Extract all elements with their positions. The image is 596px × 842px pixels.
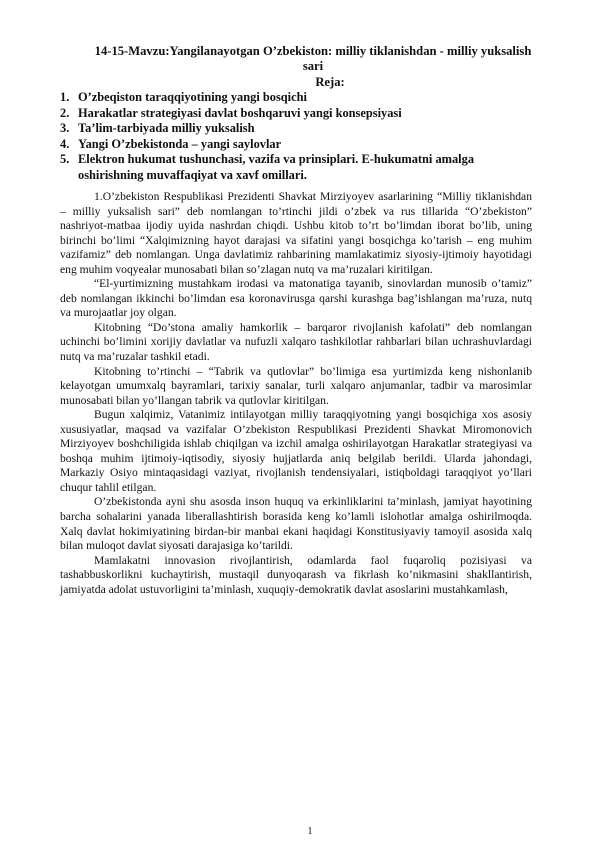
page-number: 1 xyxy=(307,826,313,837)
paragraph: Kitobning to’rtinchi – “Tabrik va qutlovlar” bo’limiga esa yurtimizda keng nishonlanib kelayotgan umumxalq bayramlari, tarixiy sanalar, turli xalqaro anjumanlar, tadbir va marosimlar munosabati bilan yo’llangan tabrik va qutlovlar kiritilgan. xyxy=(60,364,532,407)
plan-item-text: Yangi O’zbekistonda – yangi saylovlar xyxy=(78,136,282,151)
paragraph: Bugun xalqimiz, Vatanimiz intilayotgan milliy taraqqiyotning yangi bosqichiga xos asosiy xususiyatlar, maqsad va vazifalar O’zbekiston Respublikasi Prezidenti Shavkat Miromonovich Mirziyoyev boshchiligida ishlab chiqilgan va izchil amalga oshirilayotgan Harakatlar strategiyasi va boshqa muhim ijtimoiy-iqtisodiy, siyosiy hujjatlarda aniq belgilab berildi. Ularda jahondagi, Markaziy Osiyo mintaqasidagi vaziyat, rivojlanish tendensiyalari, istiqboldagi taraqqiyot yo’llari chuqur tahlil etilgan. xyxy=(60,408,532,494)
plan-item xyxy=(60,121,532,137)
plan-list xyxy=(60,90,532,183)
plan-heading: Reja: xyxy=(315,75,345,89)
plan-item xyxy=(60,90,532,106)
paragraph: Kitobning “Do’stona amaliy hamkorlik – barqaror rivojlanish kafolati” deb nomlangan uchinchi bo’limini xorijiy davlatlar va nufuzli xalqaro tashkilotlar rahbarlari bilan uchrashuvlardagi nutq va ma’ruzalar tashkil etadi. xyxy=(60,320,532,364)
plan-item xyxy=(60,137,532,153)
plan-item-number: 3. xyxy=(60,121,70,135)
plan-item-text: Harakatlar strategiyasi davlat boshqaruvi yangi konsepsiyasi xyxy=(78,105,402,120)
body-text xyxy=(60,190,532,597)
paragraph: Mamlakatni innovasion rivojlantirish, odamlarda faol fuqaroliq pozisiyasi va tashabbuskorlikni kuchaytirish, mustaqil dunyoqarash va fikrlash ko’nikmasini shakllantirish, jamiyatda adolat ustuvorligini ta’minlash, xuquqiy-demokratik davlat asoslarini mustahkamlash, xyxy=(60,553,532,596)
paragraph: O’zbekistonda ayni shu asosda inson huquq va erkinliklarini ta’minlash, jamiyat hayotining barcha sohalarini yanada liberallashtirish borasida keng ko’lamli islohotlar amalga oshirilmoqda. Xalq davlat hokimiyatining birdan-bir manbai ekani haqidagi Konstitusiyaviy tamoyil asosida xalq bilan muloqot davlat siyosati darajasiga ko’tarildi. xyxy=(60,495,532,553)
plan-item-number: 1. xyxy=(60,90,70,104)
plan-item-text: Ta’lim-tarbiyada milliy yuksalish xyxy=(78,121,255,135)
plan-item-number: 5. xyxy=(60,152,70,166)
plan-item xyxy=(60,106,532,122)
plan-item-text: O’zbeqiston taraqqiyotining yangi bosqichi xyxy=(78,90,307,104)
plan-item-number: 4. xyxy=(60,136,70,151)
document-title: 14-15-Mavzu:Yangilanayotgan O’zbekiston: milliy tiklanishdan - milliy yuksalish sari xyxy=(94,44,532,73)
plan-item-text: Elektron hukumat tushunchasi, vazifa va prinsiplari. E-hukumatni amalga oshirishning muvaffaqiyat va xavf omillari. xyxy=(78,152,475,182)
paragraph: “El-yurtimizning mustahkam irodasi va matonatiga tayanib, sinovlardan munosib o’tamiz” deb nomlangan ikkinchi bo’limdan esa koronavirusga qarshi kurashga bag’ishlangan ma’ruza, nutq va murojaatlar joy olgan. xyxy=(60,277,532,320)
plan-item xyxy=(60,152,532,183)
plan-item-number: 2. xyxy=(60,105,70,120)
paragraph: 1.O’zbekiston Respublikasi Prezidenti Shavkat Mirziyoyev asarlarining “Milliy tiklanishdan – milliy yuksalish sari” deb nomlangan to’rtinchi jildi o’zbek va rus tillarida “O’zbekiston” nashriyot-matbaa ijodiy uyida nashrdan chiqdi. Ushbu kitob to’rt bo’limdan iborat bo’lib, uning birinchi bo’limi “Xalqimizning hayot darajasi va sifatini yangi bosqichga ko’tarish – eng muhim vazifamiz” deb nomlangan. Unga davlatimiz rahbarining mamlakatimiz siyosiy-ijtimoiy hayotidagi eng muhim voqyealar munosabati bilan so’zlagan nutq va ma’ruzalari kiritilgan. xyxy=(60,190,532,276)
